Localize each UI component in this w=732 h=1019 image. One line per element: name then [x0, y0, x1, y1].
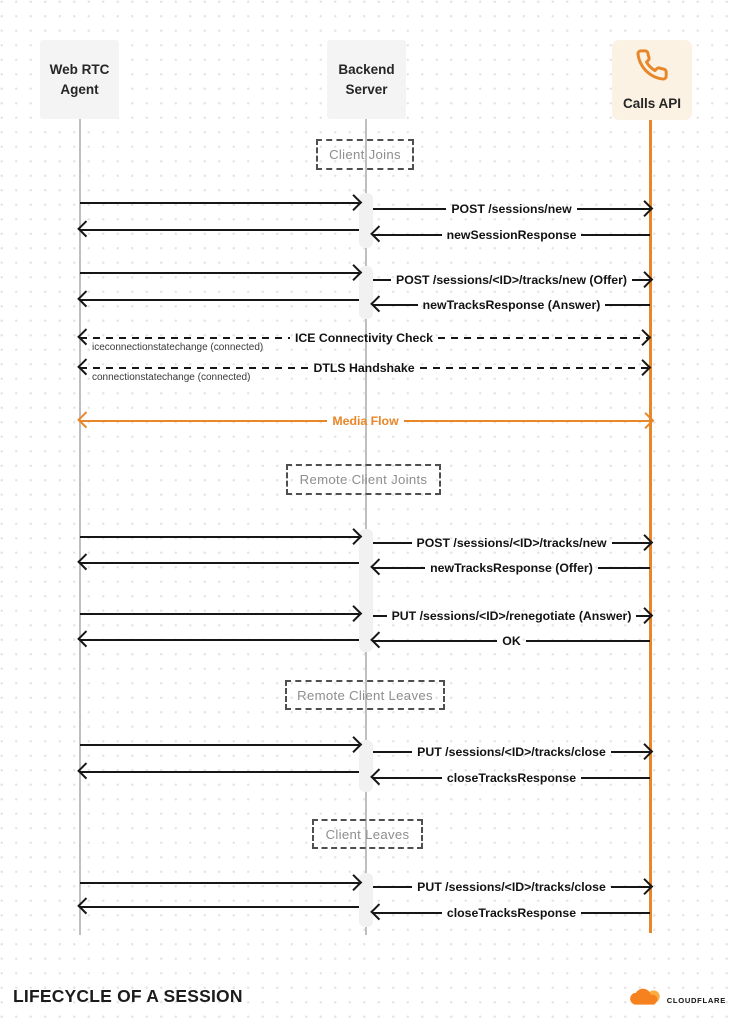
- diagram-title: LIFECYCLE OF A SESSION: [13, 986, 243, 1006]
- message-arrow: [373, 535, 650, 551]
- message-label: DTLS Handshake: [313, 360, 415, 375]
- message-label: PUT /sessions/<ID>/tracks/close: [417, 879, 606, 894]
- arrowhead-left-icon: [78, 898, 94, 914]
- arrow-line: [80, 639, 359, 642]
- message-arrow: [80, 222, 359, 238]
- message-arrow: [373, 770, 650, 786]
- arrowhead-left-icon: [78, 631, 94, 647]
- message-label: newTracksResponse (Offer): [430, 560, 593, 575]
- activation-bar: [359, 266, 373, 319]
- arrow-line: [598, 567, 650, 570]
- actor-label: Calls API: [622, 95, 682, 111]
- message-label: OK: [502, 633, 521, 648]
- arrow-line: [438, 337, 648, 340]
- arrowhead-right-icon: [345, 736, 361, 752]
- message-arrow: [80, 764, 359, 780]
- activation-bar: [359, 740, 373, 792]
- message-arrow: [80, 265, 359, 281]
- message-label: ICE Connectivity Check: [294, 330, 434, 345]
- message-arrow: [373, 905, 650, 921]
- arrow-line: [80, 882, 359, 885]
- message-label: newSessionResponse: [446, 227, 577, 242]
- arrow-line: [373, 208, 446, 211]
- actor-label-line2: Agent: [60, 81, 99, 97]
- arrowhead-left-icon: [371, 769, 387, 785]
- message-arrow: [373, 297, 650, 313]
- arrow-line: [80, 744, 359, 747]
- arrowhead-right-icon: [636, 607, 652, 623]
- arrowhead-right-icon: [637, 412, 653, 428]
- cloudflare-wordmark: CLOUDFLARE: [666, 995, 726, 1005]
- phase-label: Remote Client Joints: [299, 472, 428, 487]
- arrow-line: [80, 562, 359, 565]
- message-sublabel: iceconnectionstatechange (connected): [92, 342, 264, 353]
- message-arrow: [373, 633, 650, 649]
- actor-webrtc-agent: [40, 40, 119, 119]
- phone-icon: [635, 48, 669, 88]
- arrow-line: [581, 777, 650, 780]
- arrowhead-right-icon: [636, 878, 652, 894]
- arrowhead-right-icon: [636, 200, 652, 216]
- message-label: PUT /sessions/<ID>/tracks/close: [417, 744, 606, 759]
- lifeline-webrtc: [79, 119, 81, 935]
- arrowhead-right-icon: [634, 329, 650, 345]
- arrow-line: [404, 420, 651, 422]
- arrow-line: [80, 420, 327, 422]
- message-arrow: [80, 632, 359, 648]
- arrowhead-left-icon: [371, 904, 387, 920]
- arrowhead-left-icon: [78, 412, 94, 428]
- arrowhead-left-icon: [371, 296, 387, 312]
- cloudflare-logo: [626, 988, 726, 1012]
- arrowhead-left-icon: [78, 763, 94, 779]
- message-arrow: [80, 737, 359, 753]
- cloudflare-cloud-icon: [626, 988, 664, 1012]
- arrow-line: [80, 272, 359, 275]
- arrowhead-left-icon: [78, 221, 94, 237]
- arrowhead-left-icon: [371, 559, 387, 575]
- message-arrow: [80, 899, 359, 915]
- arrow-line: [526, 640, 650, 643]
- arrowhead-left-icon: [371, 226, 387, 242]
- arrow-line: [420, 367, 648, 370]
- phase-label-box: [285, 680, 445, 710]
- arrow-line: [373, 640, 497, 643]
- arrowhead-right-icon: [634, 359, 650, 375]
- arrow-line: [373, 886, 412, 889]
- phase-label: Remote Client Leaves: [297, 687, 433, 703]
- arrow-line: [80, 613, 359, 616]
- message-arrow: [80, 606, 359, 622]
- arrow-line: [581, 912, 650, 915]
- arrow-line: [605, 304, 650, 307]
- arrowhead-right-icon: [345, 874, 361, 890]
- message-arrow: [373, 201, 650, 217]
- arrow-line: [581, 234, 650, 237]
- message-arrow: [373, 227, 650, 243]
- arrow-line: [373, 615, 387, 618]
- message-arrow: [80, 875, 359, 891]
- phase-label: Client Leaves: [325, 826, 410, 842]
- actor-backend-server: [327, 40, 406, 119]
- arrow-line: [80, 367, 308, 370]
- phase-label-box: [316, 139, 414, 170]
- actor-label-line1: Web RTC: [49, 61, 110, 77]
- message-arrow: [80, 555, 359, 571]
- arrowhead-right-icon: [636, 534, 652, 550]
- arrowhead-right-icon: [345, 194, 361, 210]
- message-label: Media Flow: [332, 413, 399, 428]
- arrowhead-right-icon: [636, 743, 652, 759]
- message-arrow: [373, 879, 650, 895]
- message-arrow: [373, 272, 650, 288]
- arrowhead-right-icon: [345, 528, 361, 544]
- arrowhead-right-icon: [345, 605, 361, 621]
- arrow-line: [373, 751, 412, 754]
- message-arrow: [80, 195, 359, 211]
- arrow-line: [80, 536, 359, 539]
- phase-label-box: [312, 819, 423, 849]
- message-label: POST /sessions/new: [451, 201, 572, 216]
- message-sublabel: connectionstatechange (connected): [92, 372, 251, 383]
- arrow-line: [80, 906, 359, 909]
- arrow-line: [80, 771, 359, 774]
- arrowhead-left-icon: [78, 554, 94, 570]
- arrow-line: [80, 202, 359, 205]
- message-label: newTracksResponse (Answer): [422, 297, 601, 312]
- arrowhead-right-icon: [636, 271, 652, 287]
- arrow-line: [80, 229, 359, 232]
- phase-label-box: [286, 464, 441, 495]
- arrow-line: [80, 337, 290, 340]
- message-label: closeTracksResponse: [446, 905, 577, 920]
- arrow-line: [80, 299, 359, 302]
- actor-label-line2: Server: [345, 81, 388, 97]
- message-arrow: [80, 529, 359, 545]
- activation-bar: [359, 529, 373, 652]
- arrowhead-right-icon: [345, 264, 361, 280]
- arrowhead-left-icon: [78, 291, 94, 307]
- arrow-line: [373, 542, 412, 545]
- message-label: closeTracksResponse: [446, 770, 577, 785]
- message-arrow: [373, 608, 650, 624]
- message-arrow: [80, 413, 651, 429]
- message-label: POST /sessions/<ID>/tracks/new: [416, 535, 607, 550]
- message-arrow: [373, 560, 650, 576]
- message-arrow: [80, 292, 359, 308]
- arrow-line: [373, 279, 391, 282]
- actor-calls-api: [612, 40, 692, 120]
- message-arrow: [373, 744, 650, 760]
- actor-label-line1: Backend: [338, 61, 395, 77]
- message-label: POST /sessions/<ID>/tracks/new (Offer): [396, 272, 627, 287]
- message-label: PUT /sessions/<ID>/renegotiate (Answer): [391, 608, 632, 623]
- arrowhead-left-icon: [371, 632, 387, 648]
- phase-label: Client Joins: [329, 147, 401, 162]
